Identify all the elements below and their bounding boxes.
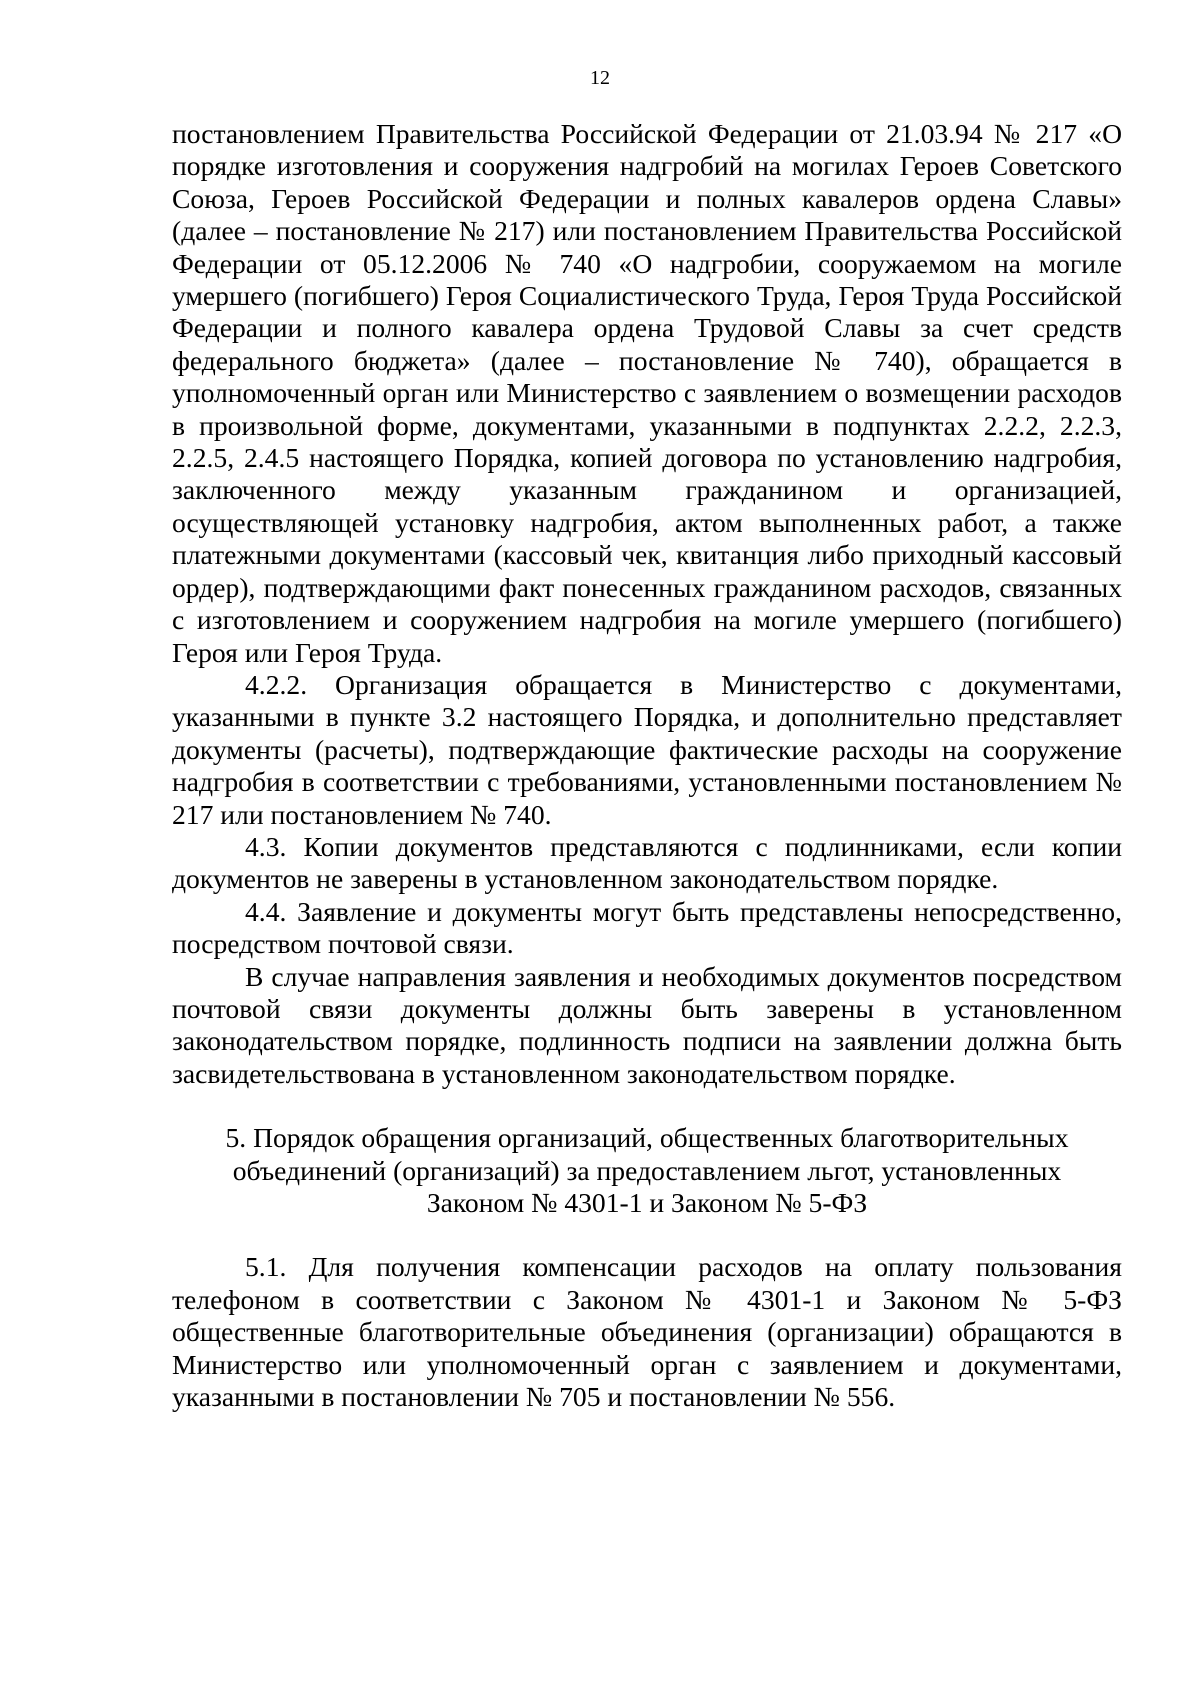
paragraph-continuation: постановлением Правительства Российской Федерации от 21.03.94 № 217 «О порядке изготовления и сооружения надгробий на могилах Героев Советского Союза, Героев Российской Федерации и полных кавалеров ордена Славы» (далее – постановление № 217) или постановлением Правительства Российской Федерации от 05.12.2006 № 740 «О надгробии, сооружаемом на могиле умершего (погибшего) Героя Социалистического Труда, Героя Труда Российской Федерации и полного кавалера ордена Трудовой Славы за счет средств федерального бюджета» (далее – постановление № 740), обращается в уполномоченный орган или Министерство с заявлением о возмещении расходов в произвольной форме, документами, указанными в подпунктах 2.2.2, 2.2.3, 2.2.5, 2.4.5 настоящего Порядка, копией договора по установлению надгробия, заключенного между указанным гражданином и организацией, осуществляющей установку надгробия, актом выполненных работ, а также платежными документами (кассовый чек, квитанция либо приходный кассовый ордер), подтверждающими факт понесенных гражданином расходов, связанных с изготовлением и сооружением надгробия на могиле умершего (погибшего) Героя или Героя Труда.: [172, 118, 1122, 668]
paragraph-4-3: 4.3. Копии документов представляются с подлинниками, если копии документов не заверены в установленном законодательством порядке.: [172, 830, 1122, 895]
document-body: [172, 118, 1122, 1413]
page-number: 12: [590, 67, 610, 89]
paragraph-4-2-2: 4.2.2. Организация обращается в Министерство с документами, указанными в пункте 3.2 настоящего Порядка, и дополнительно представляет документы (расчеты), подтверждающие фактические расходы на сооружение надгробия в соответствии с требованиями, установленными постановлением № 217 или постановлением № 740.: [172, 668, 1122, 830]
section-heading-line: 5. Порядок обращения организаций, общественных благотворительных: [225, 1122, 1069, 1154]
paragraph-5-1: 5.1. Для получения компенсации расходов на оплату пользования телефоном в соответствии с Законом № 4301-1 и Законом № 5-ФЗ общественные благотворительные объединения (организации) обращаются в Министерство или уполномоченный орган с заявлением и документами, указанными в постановлении № 705 и постановлении № 556.: [172, 1251, 1122, 1413]
paragraph-4-4: 4.4. Заявление и документы могут быть представлены непосредственно, посредством почтовой связи.: [172, 895, 1122, 960]
section-heading-line: Законом № 4301-1 и Законом № 5-ФЗ: [426, 1187, 868, 1218]
section-heading: [172, 1122, 1122, 1219]
section-heading-line: объединений (организаций) за предоставлением льгот, установленных: [232, 1154, 1062, 1186]
paragraph-postal: В случае направления заявления и необходимых документов посредством почтовой связи документы должны быть заверены в установленном законодательством порядке, подлинность подписи на заявлении должна быть засвидетельствована в установленном законодательством порядке.: [172, 960, 1122, 1089]
